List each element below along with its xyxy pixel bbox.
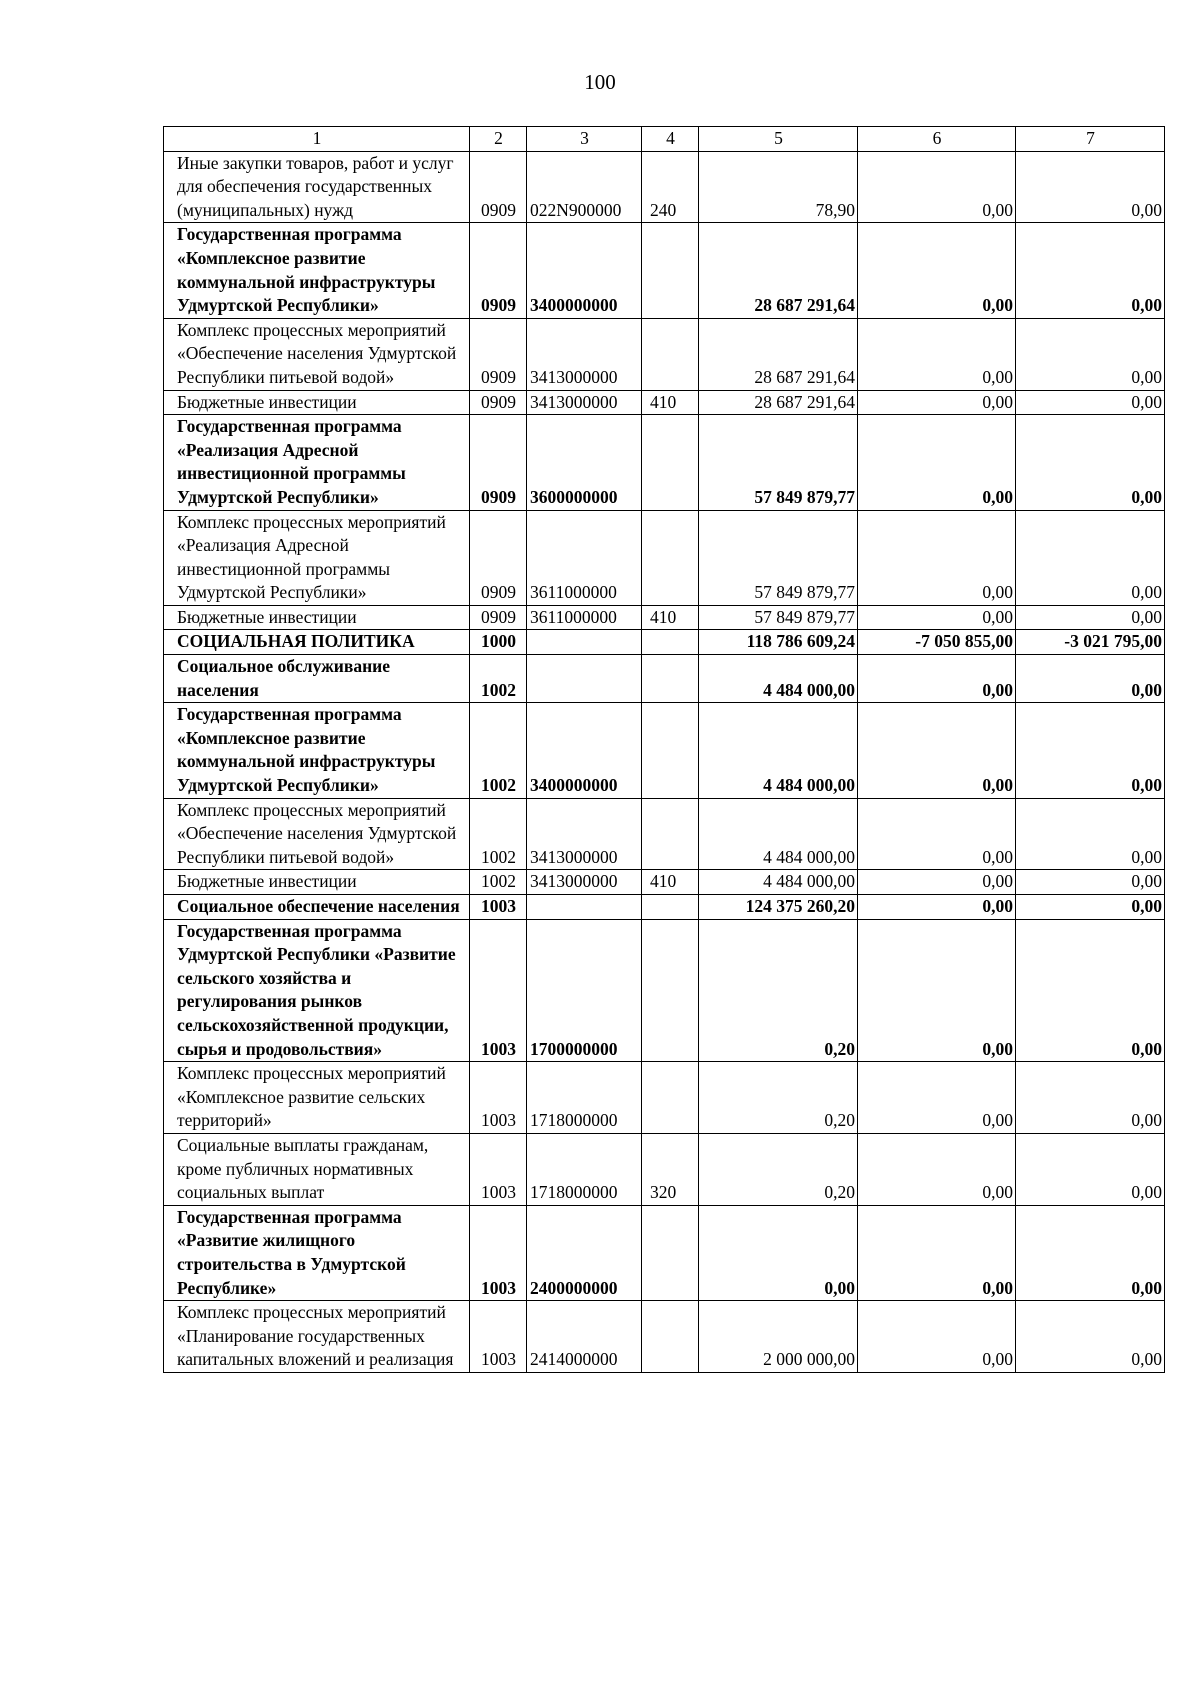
- target-article-cell: 2400000000: [527, 1205, 642, 1300]
- amount-col7-cell: 0,00: [1016, 510, 1165, 605]
- header-col-5: 5: [699, 127, 858, 152]
- row-name-cell: Социальное обеспечение населения: [164, 895, 470, 920]
- header-col-2: 2: [470, 127, 527, 152]
- amount-col5-cell: 57 849 879,77: [699, 605, 858, 630]
- section-code-cell: 0909: [470, 415, 527, 510]
- section-code-cell: 1003: [470, 919, 527, 1062]
- expense-type-cell: 410: [642, 390, 699, 415]
- target-article-cell: 2414000000: [527, 1301, 642, 1373]
- expense-type-cell: [642, 1205, 699, 1300]
- amount-col5-cell: 57 849 879,77: [699, 415, 858, 510]
- table-row: [164, 605, 1165, 630]
- target-article-cell: 3611000000: [527, 605, 642, 630]
- expense-type-cell: [642, 510, 699, 605]
- budget-table: [163, 126, 1165, 1373]
- section-code-cell: 0909: [470, 390, 527, 415]
- amount-col7-cell: 0,00: [1016, 390, 1165, 415]
- row-name-cell: Комплекс процессных мероприятий «Обеспечение населения Удмуртской Республики питьевой водой»: [164, 798, 470, 870]
- amount-col6-cell: 0,00: [858, 510, 1016, 605]
- header-col-6: 6: [858, 127, 1016, 152]
- header-col-1: 1: [164, 127, 470, 152]
- amount-col7-cell: 0,00: [1016, 1205, 1165, 1300]
- row-name-cell: Государственная программа «Комплексное развитие коммунальной инфраструктуры Удмуртской Республики»: [164, 703, 470, 798]
- amount-col5-cell: 78,90: [699, 151, 858, 223]
- amount-col7-cell: -3 021 795,00: [1016, 630, 1165, 655]
- amount-col5-cell: 28 687 291,64: [699, 318, 858, 390]
- amount-col6-cell: 0,00: [858, 1205, 1016, 1300]
- row-name-cell: Государственная программа «Развитие жилищного строительства в Удмуртской Республике»: [164, 1205, 470, 1300]
- table-row: [164, 798, 1165, 870]
- amount-col7-cell: 0,00: [1016, 415, 1165, 510]
- header-col-4: 4: [642, 127, 699, 152]
- target-article-cell: [527, 655, 642, 703]
- expense-type-cell: [642, 1301, 699, 1373]
- section-code-cell: 1003: [470, 1205, 527, 1300]
- column-number-header: [164, 127, 1165, 152]
- table-row: [164, 919, 1165, 1062]
- amount-col6-cell: 0,00: [858, 870, 1016, 895]
- target-article-cell: 3611000000: [527, 510, 642, 605]
- section-code-cell: 1002: [470, 798, 527, 870]
- amount-col7-cell: 0,00: [1016, 798, 1165, 870]
- amount-col6-cell: 0,00: [858, 605, 1016, 630]
- row-name-cell: Комплекс процессных мероприятий «Комплексное развитие сельских территорий»: [164, 1062, 470, 1134]
- amount-col6-cell: 0,00: [858, 1133, 1016, 1205]
- amount-col7-cell: 0,00: [1016, 655, 1165, 703]
- section-code-cell: 1003: [470, 1062, 527, 1134]
- table-row: [164, 318, 1165, 390]
- amount-col7-cell: 0,00: [1016, 1301, 1165, 1373]
- target-article-cell: 3413000000: [527, 390, 642, 415]
- section-code-cell: 1002: [470, 703, 527, 798]
- target-article-cell: [527, 630, 642, 655]
- amount-col7-cell: 0,00: [1016, 919, 1165, 1062]
- amount-col6-cell: 0,00: [858, 655, 1016, 703]
- section-code-cell: 0909: [470, 151, 527, 223]
- table-row: [164, 415, 1165, 510]
- target-article-cell: 1718000000: [527, 1062, 642, 1134]
- expense-type-cell: [642, 798, 699, 870]
- amount-col6-cell: 0,00: [858, 1062, 1016, 1134]
- target-article-cell: 1700000000: [527, 919, 642, 1062]
- table-row: [164, 630, 1165, 655]
- amount-col7-cell: 0,00: [1016, 895, 1165, 920]
- section-code-cell: 1003: [470, 1301, 527, 1373]
- amount-col5-cell: 0,20: [699, 1062, 858, 1134]
- amount-col7-cell: 0,00: [1016, 703, 1165, 798]
- row-name-cell: Бюджетные инвестиции: [164, 390, 470, 415]
- amount-col7-cell: 0,00: [1016, 605, 1165, 630]
- table-row: [164, 895, 1165, 920]
- amount-col6-cell: 0,00: [858, 151, 1016, 223]
- table-row: [164, 510, 1165, 605]
- amount-col6-cell: -7 050 855,00: [858, 630, 1016, 655]
- row-name-cell: Комплекс процессных мероприятий «Обеспечение населения Удмуртской Республики питьевой водой»: [164, 318, 470, 390]
- table-row: [164, 703, 1165, 798]
- amount-col6-cell: 0,00: [858, 223, 1016, 318]
- amount-col5-cell: 118 786 609,24: [699, 630, 858, 655]
- row-name-cell: Государственная программа «Реализация Адресной инвестиционной программы Удмуртской Республики»: [164, 415, 470, 510]
- page-number: 100: [584, 70, 616, 94]
- table-row: [164, 151, 1165, 223]
- amount-col6-cell: 0,00: [858, 919, 1016, 1062]
- expense-type-cell: [642, 655, 699, 703]
- row-name-cell: Государственная программа Удмуртской Республики «Развитие сельского хозяйства и регулирования рынков сельскохозяйственной продукции, сырья и продовольствия»: [164, 919, 470, 1062]
- section-code-cell: 0909: [470, 510, 527, 605]
- row-name-cell: Иные закупки товаров, работ и услуг для обеспечения государственных (муниципальных) нужд: [164, 151, 470, 223]
- amount-col6-cell: 0,00: [858, 318, 1016, 390]
- amount-col6-cell: 0,00: [858, 1301, 1016, 1373]
- row-name-cell: Бюджетные инвестиции: [164, 870, 470, 895]
- table-row: [164, 1205, 1165, 1300]
- amount-col6-cell: 0,00: [858, 415, 1016, 510]
- section-code-cell: 1003: [470, 1133, 527, 1205]
- amount-col5-cell: 28 687 291,64: [699, 223, 858, 318]
- expense-type-cell: [642, 318, 699, 390]
- row-name-cell: Социальное обслуживание населения: [164, 655, 470, 703]
- target-article-cell: 3600000000: [527, 415, 642, 510]
- expense-type-cell: 410: [642, 605, 699, 630]
- amount-col6-cell: 0,00: [858, 390, 1016, 415]
- table-row: [164, 1062, 1165, 1134]
- amount-col5-cell: 4 484 000,00: [699, 703, 858, 798]
- row-name-cell: Комплекс процессных мероприятий «Планирование государственных капитальных вложений и реализация: [164, 1301, 470, 1373]
- target-article-cell: 022N900000: [527, 151, 642, 223]
- expense-type-cell: 410: [642, 870, 699, 895]
- expense-type-cell: [642, 415, 699, 510]
- expense-type-cell: [642, 919, 699, 1062]
- amount-col6-cell: 0,00: [858, 703, 1016, 798]
- section-code-cell: 0909: [470, 318, 527, 390]
- amount-col5-cell: 124 375 260,20: [699, 895, 858, 920]
- expense-type-cell: [642, 1062, 699, 1134]
- amount-col7-cell: 0,00: [1016, 1133, 1165, 1205]
- amount-col5-cell: 0,20: [699, 919, 858, 1062]
- table-row: [164, 870, 1165, 895]
- expense-type-cell: 320: [642, 1133, 699, 1205]
- amount-col5-cell: 4 484 000,00: [699, 870, 858, 895]
- amount-col5-cell: 4 484 000,00: [699, 655, 858, 703]
- expense-type-cell: 240: [642, 151, 699, 223]
- target-article-cell: 3413000000: [527, 318, 642, 390]
- expense-type-cell: [642, 223, 699, 318]
- section-code-cell: 1002: [470, 870, 527, 895]
- amount-col5-cell: 0,00: [699, 1205, 858, 1300]
- target-article-cell: 3400000000: [527, 223, 642, 318]
- amount-col7-cell: 0,00: [1016, 870, 1165, 895]
- section-code-cell: 0909: [470, 223, 527, 318]
- amount-col7-cell: 0,00: [1016, 151, 1165, 223]
- amount-col7-cell: 0,00: [1016, 1062, 1165, 1134]
- expense-type-cell: [642, 630, 699, 655]
- amount-col5-cell: 28 687 291,64: [699, 390, 858, 415]
- expense-type-cell: [642, 703, 699, 798]
- table-row: [164, 655, 1165, 703]
- section-code-cell: 1003: [470, 895, 527, 920]
- row-name-cell: Бюджетные инвестиции: [164, 605, 470, 630]
- amount-col7-cell: 0,00: [1016, 318, 1165, 390]
- amount-col5-cell: 2 000 000,00: [699, 1301, 858, 1373]
- amount-col6-cell: 0,00: [858, 798, 1016, 870]
- section-code-cell: 1000: [470, 630, 527, 655]
- table-row: [164, 390, 1165, 415]
- header-col-7: 7: [1016, 127, 1165, 152]
- section-code-cell: 0909: [470, 605, 527, 630]
- row-name-cell: Социальные выплаты гражданам, кроме публичных нормативных социальных выплат: [164, 1133, 470, 1205]
- row-name-cell: СОЦИАЛЬНАЯ ПОЛИТИКА: [164, 630, 470, 655]
- target-article-cell: [527, 895, 642, 920]
- row-name-cell: Государственная программа «Комплексное развитие коммунальной инфраструктуры Удмуртской Республики»: [164, 223, 470, 318]
- target-article-cell: 3400000000: [527, 703, 642, 798]
- target-article-cell: 3413000000: [527, 798, 642, 870]
- amount-col5-cell: 57 849 879,77: [699, 510, 858, 605]
- table-row: [164, 223, 1165, 318]
- amount-col5-cell: 4 484 000,00: [699, 798, 858, 870]
- amount-col5-cell: 0,20: [699, 1133, 858, 1205]
- header-col-3: 3: [527, 127, 642, 152]
- section-code-cell: 1002: [470, 655, 527, 703]
- table-row: [164, 1133, 1165, 1205]
- amount-col6-cell: 0,00: [858, 895, 1016, 920]
- target-article-cell: 3413000000: [527, 870, 642, 895]
- table-row: [164, 1301, 1165, 1373]
- row-name-cell: Комплекс процессных мероприятий «Реализация Адресной инвестиционной программы Удмуртской Республики»: [164, 510, 470, 605]
- expense-type-cell: [642, 895, 699, 920]
- target-article-cell: 1718000000: [527, 1133, 642, 1205]
- amount-col7-cell: 0,00: [1016, 223, 1165, 318]
